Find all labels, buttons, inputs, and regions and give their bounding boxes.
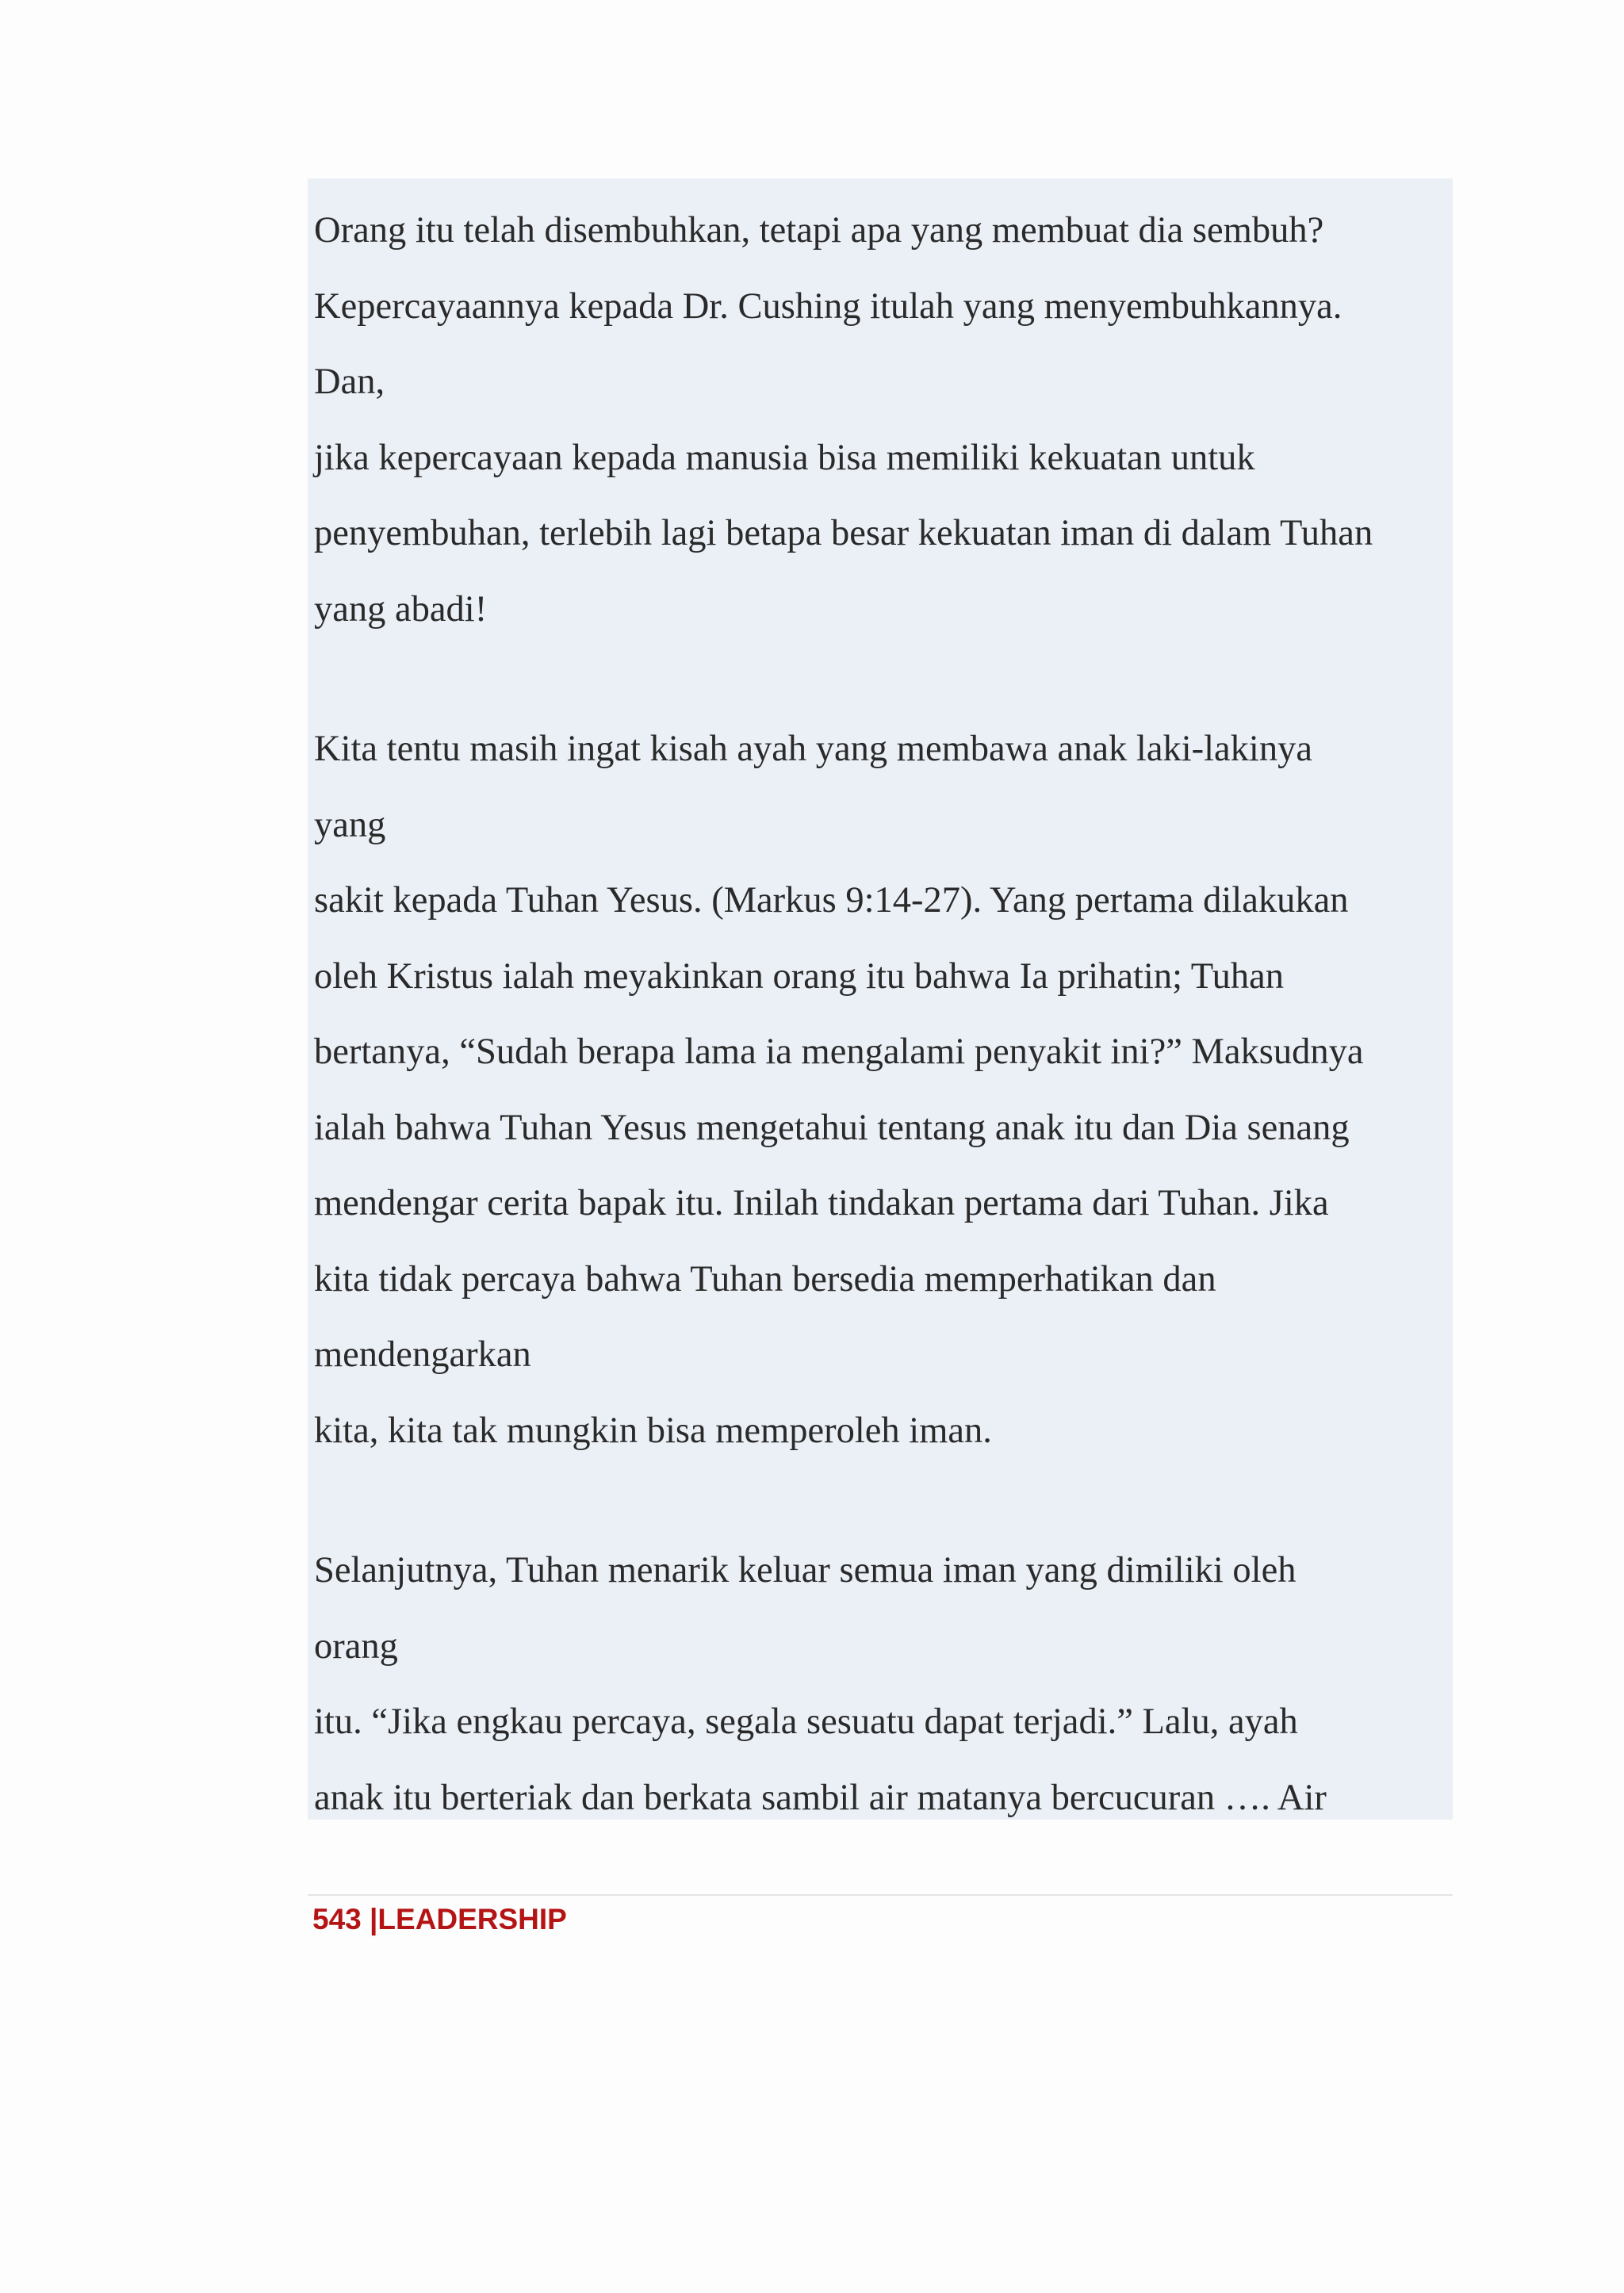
paragraph-3	[314, 1548, 1450, 1851]
paragraph-2	[314, 727, 1450, 1484]
text-line: Selanjutnya, Tuhan menarik keluar semua iman yang dimiliki oleh	[314, 1550, 1297, 1591]
paragraph-gap	[314, 663, 1450, 727]
text-line: yang	[314, 804, 386, 845]
text-block	[308, 178, 1453, 1820]
text-line: itu. “Jika engkau percaya, segala sesuatu dapat terjadi.” Lalu, ayah	[314, 1702, 1298, 1742]
text-line: Kepercayaannya kepada Dr. Cushing itulah yang menyembuhkannya.	[314, 285, 1342, 327]
text-line: bertanya, “Sudah berapa lama ia mengalami penyakit ini?” Maksudnya	[314, 1032, 1364, 1072]
text-line: anak itu berteriak dan berkata sambil air matanya bercucuran …. Air	[314, 1777, 1327, 1818]
footer-divider	[308, 1894, 1453, 1896]
paragraph-1	[314, 209, 1450, 663]
text-line: ialah bahwa Tuhan Yesus mengetahui tentang anak itu dan Dia senang	[314, 1107, 1350, 1148]
paragraph-gap	[314, 1484, 1450, 1548]
page-footer: 543 |LEADERSHIP	[312, 1903, 567, 1935]
text-line: oleh Kristus ialah meyakinkan orang itu bahwa Ia prihatin; Tuhan	[314, 955, 1284, 997]
text-line: sakit kepada Tuhan Yesus. (Markus 9:14-27). Yang pertama dilakukan	[314, 880, 1349, 921]
text-line: Kita tentu masih ingat kisah ayah yang membawa anak laki-lakinya	[314, 729, 1312, 769]
text-line: mendengar cerita bapak itu. Inilah tindakan pertama dari Tuhan. Jika	[314, 1183, 1329, 1223]
text-line: mendengarkan	[314, 1334, 531, 1375]
text-line: Dan,	[314, 362, 385, 402]
text-line: kita tidak percaya bahwa Tuhan bersedia memperhatikan dan	[314, 1258, 1216, 1300]
text-line: orang	[314, 1625, 398, 1667]
text-line: jika kepercayaan kepada manusia bisa memiliki kekuatan untuk	[314, 437, 1255, 478]
text-line: kita, kita tak mungkin bisa memperoleh iman.	[314, 1410, 992, 1451]
text-line: yang abadi!	[314, 588, 488, 630]
text-line: Orang itu telah disembuhkan, tetapi apa yang membuat dia sembuh?	[314, 210, 1324, 251]
text-line: penyembuhan, terlebih lagi betapa besar kekuatan iman di dalam Tuhan	[314, 513, 1373, 553]
